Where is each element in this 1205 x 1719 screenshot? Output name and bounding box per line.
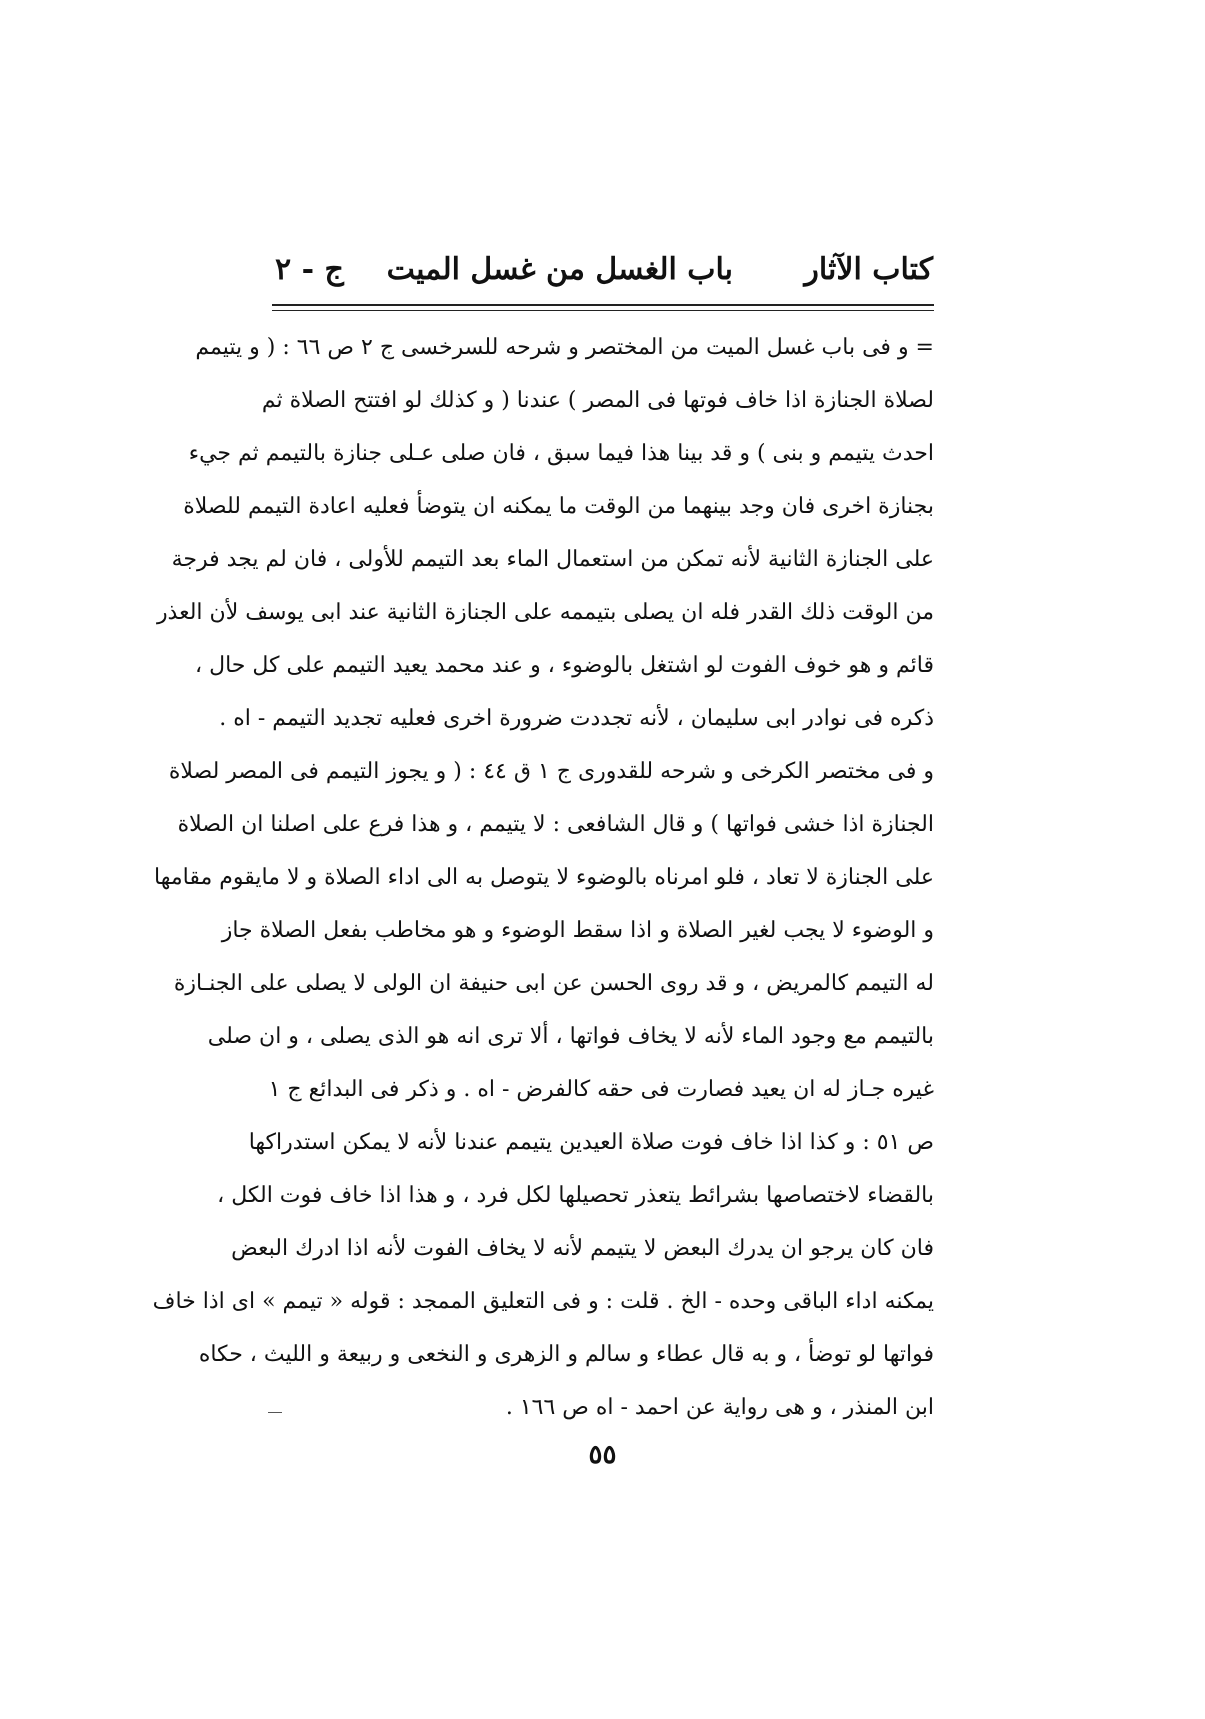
text-line: يمكنه اداء الباقى وحده - الخ . قلت : و فى التعليق الممجد : قوله « تيمم » اى اذا خاف [152, 1289, 934, 1314]
header-rule [272, 304, 934, 306]
chapter-title: باب الغسل من غسل الميت [386, 252, 733, 287]
text-line: لصلاة الجنازة اذا خاف فوتها فى المصر ) عندنا ( و كذلك لو افتتح الصلاة ثم [261, 388, 934, 413]
text-line: الجنازة اذا خشى فواتها ) و قال الشافعى : لا يتيمم ، و هذا فرع على اصلنا ان الصلاة [177, 812, 934, 837]
text-line: ص ٥١ : و كذا اذا خاف فوت صلاة العيدين يتيمم عندنا لأنه لا يمكن استدراكها [248, 1130, 934, 1155]
header-rule-thin [272, 310, 934, 311]
page-number: ٥٥ [588, 1440, 617, 1470]
book-title: كتاب الآثار [804, 252, 933, 287]
text-line: فان كان يرجو ان يدرك البعض لا يتيمم لأنه لا يخاف الفوت لأنه اذا ادرك البعض [231, 1236, 934, 1261]
text-line: على الجنازة لا تعاد ، فلو امرناه بالوضوء لا يتوصل به الى اداء الصلاة و لا مايقوم مقامها [153, 865, 934, 890]
text-line: ذكره فى نوادر ابى سليمان ، لأنه تجددت ضرورة اخرى فعليه تجديد التيمم - اه . [219, 706, 934, 731]
text-line: فواتها لو توضأ ، و به قال عطاء و سالم و الزهرى و النخعى و ربيعة و الليث ، حكاه [198, 1342, 934, 1367]
scan-mark [268, 1412, 282, 1413]
text-line: غيره جـاز له ان يعيد فصارت فى حقه كالفرض - اه . و ذكر فى البدائع ج ١ [268, 1077, 934, 1102]
footnote-body [152, 321, 934, 1434]
text-line: بالتيمم مع وجود الماء لأنه لا يخاف فواتها ، ألا ترى انه هو الذى يصلى ، و ان صلى [207, 1024, 934, 1049]
text-line: قائم و هو خوف الفوت لو اشتغل بالوضوء ، و عند محمد يعيد التيمم على كل حال ، [195, 653, 934, 678]
volume-number: ج - ٢ [275, 252, 344, 287]
text-line: و الوضوء لا يجب لغير الصلاة و اذا سقط الوضوء و هو مخاطب بفعل الصلاة جاز [221, 918, 934, 943]
text-line: = و فى باب غسل الميت من المختصر و شرحه للسرخسى ج ٢ ص ٦٦ : ( و يتيمم [195, 335, 934, 360]
text-line: ابن المنذر ، و هى رواية عن احمد - اه ص ١٦٦ . [505, 1395, 934, 1420]
text-line: و فى مختصر الكرخى و شرحه للقدورى ج ١ ق ٤٤ : ( و يجوز التيمم فى المصر لصلاة [168, 759, 934, 784]
page-header [275, 250, 933, 300]
text-line: من الوقت ذلك القدر فله ان يصلى بتيممه على الجنازة الثانية عند ابى يوسف لأن العذر [156, 600, 934, 625]
text-line: له التيمم كالمريض ، و قد روى الحسن عن ابى حنيفة ان الولى لا يصلى على الجنـازة [173, 971, 934, 996]
text-line: على الجنازة الثانية لأنه تمكن من استعمال الماء بعد التيمم للأولى ، فان لم يجد فرجة [171, 547, 934, 572]
text-line: بالقضاء لاختصاصها بشرائط يتعذر تحصيلها لكل فرد ، و هذا اذا خاف فوت الكل ، [217, 1183, 934, 1208]
text-line: احدث يتيمم و بنى ) و قد بينا هذا فيما سبق ، فان صلى عـلى جنازة بالتيمم ثم جيء [188, 441, 934, 466]
text-line: بجنازة اخرى فان وجد بينهما من الوقت ما يمكنه ان يتوضأ فعليه اعادة التيمم للصلاة [183, 494, 934, 519]
